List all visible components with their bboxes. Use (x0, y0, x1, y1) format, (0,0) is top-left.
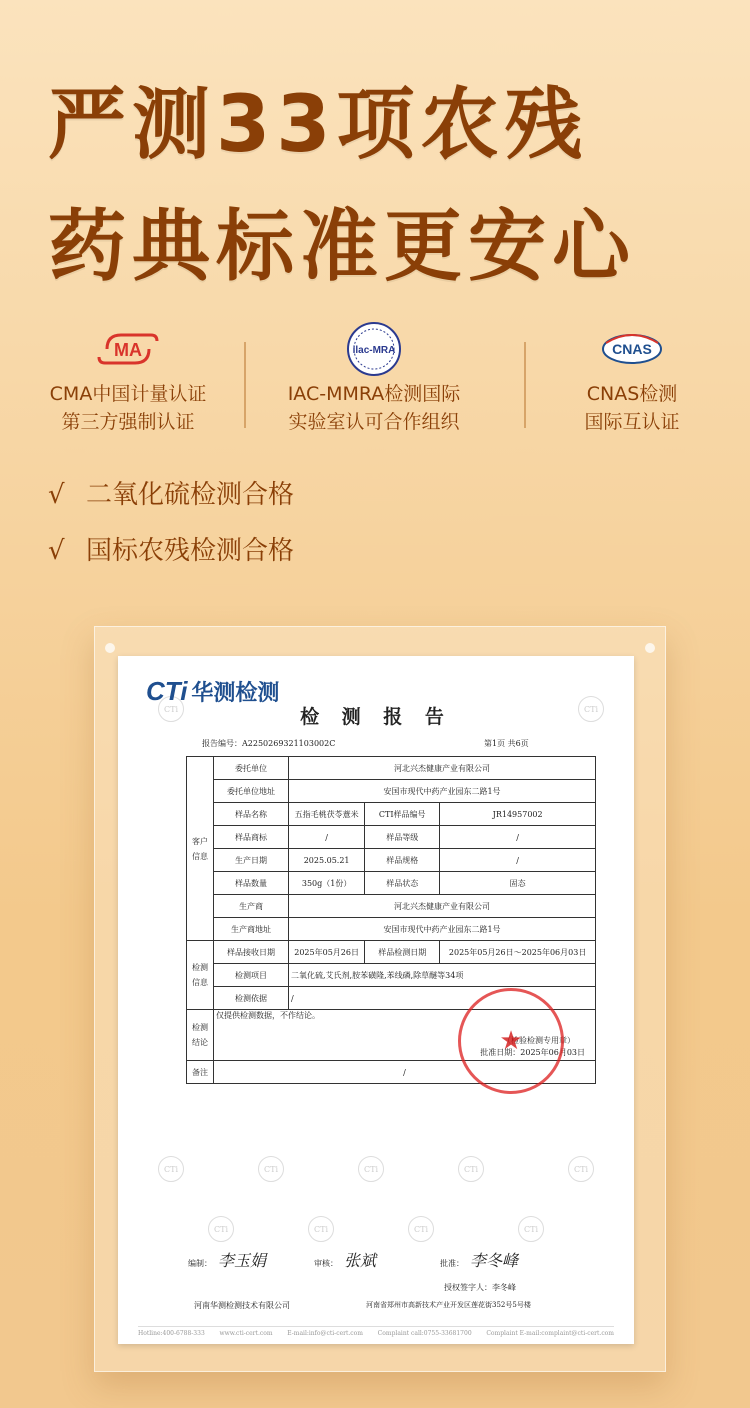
signatory: 授权签字人：李冬峰 (444, 1283, 516, 1292)
cert-cma (8, 318, 248, 436)
conclusion-text: 仅提供检测数据，不作结论。 (216, 1011, 320, 1020)
cert-ilac (254, 318, 494, 436)
cert-cnas-line2: 国际互认证 (584, 411, 680, 433)
check-icon: √ (48, 480, 65, 510)
report-title: 检 测 报 告 (300, 706, 452, 728)
svg-text:ilac-MRA: ilac-MRA (352, 345, 396, 356)
cert-cma-line2: 第三方强制认证 (61, 411, 195, 433)
watermark-icon: CTi (458, 1156, 484, 1182)
report-number: 报告编号：A2250269321103002C (202, 739, 336, 748)
approver-signature: 批准： 李冬峰 (440, 1251, 519, 1270)
cert-ilac-line2: 实验室认可合作组织 (288, 411, 460, 433)
company-name: 河南华测检测技术有限公司 (194, 1301, 290, 1310)
cert-cma-line1: CMA中国计量认证 (49, 383, 207, 405)
cti-brand-logo: CTi 华测检测 (146, 676, 280, 706)
watermark-icon: CTi (358, 1156, 384, 1182)
watermark-icon: CTi (258, 1156, 284, 1182)
red-seal-stamp-icon: ★ (458, 988, 564, 1094)
check-item (48, 530, 294, 567)
watermark-icon: CTi (578, 696, 604, 722)
cnas-logo-icon (512, 318, 750, 380)
section-label: 检测信息 (187, 941, 214, 1010)
check-item (48, 474, 294, 511)
section-label: 检测结论 (187, 1010, 214, 1061)
watermark-icon: CTi (518, 1216, 544, 1242)
watermark-icon: CTi (308, 1216, 334, 1242)
headline-line-1: 严测33项农残 (48, 80, 589, 170)
watermark-icon: CTi (568, 1156, 594, 1182)
page-info: 第1页 共6页 (484, 739, 529, 748)
watermark-icon: CTi (208, 1216, 234, 1242)
reviewer-signature: 审核： 张斌 (314, 1251, 377, 1270)
frame-pin (105, 643, 115, 653)
watermark-icon: CTi (408, 1216, 434, 1242)
svg-text:MA: MA (114, 340, 142, 360)
check-text: 国标农残检测合格 (86, 536, 295, 566)
report-footer: Hotline:400-6788-333 www.cti-cert.com E-mail:info@cti-cert.com Complaint call:0755-33681700 Complaint E-mail:complaint@cti-cert.com (138, 1326, 614, 1337)
frame-pin (645, 643, 655, 653)
cma-logo-icon (8, 318, 248, 380)
check-text: 二氧化硫检测合格 (86, 480, 295, 510)
section-label: 客户信息 (187, 757, 214, 941)
cert-cnas-line1: CNAS检测 (586, 383, 678, 405)
watermark-icon: CTi (158, 696, 184, 722)
ilac-mra-logo-icon (254, 318, 494, 380)
watermark-icon: CTi (158, 1156, 184, 1182)
svg-text:CNAS: CNAS (612, 341, 652, 357)
test-report (118, 656, 634, 1344)
check-icon: √ (48, 536, 65, 566)
headline-line-2: 药典标准更安心 (48, 202, 637, 292)
cert-ilac-line1: IAC-MMRA检测国际 (287, 383, 461, 405)
company-address: 河南省郑州市高新技术产业开发区莲花街352号5号楼 (366, 1301, 531, 1309)
divider (244, 342, 246, 428)
editor-signature: 编制： 李玉娟 (188, 1251, 267, 1270)
cert-cnas (512, 318, 750, 436)
report-table: 客户信息 委托单位 河北兴杰健康产业有限公司 委托单位地址 安国市现代中药产业园东二路1号 样品名称 五指毛桃茯苓薏米 CTI样品编号 JR14957002 样品商标 / 样品等级 / 生产日期 2025.05.21 样品规格 / 样品数量 350g（1份） 样品状态 固态 生产商 河北兴杰健康产业有限公司 生产商地址 安国市现代中药产业园东二路1号 检测信息 样品接收日期 2025年05月26日 样品检测日期 2025年05月26日～2025年06月03日 检测项目 二氧化硫,艾氏剂,胺苯磺隆,苯线磷,除草醚等34项 检测依据 / 检测结论 仅提供检测数据，不作结论。 （检验检测专用章） 批准日期：2025年06月03日 备注 / (186, 756, 596, 1084)
section-label: 备注 (187, 1061, 214, 1084)
